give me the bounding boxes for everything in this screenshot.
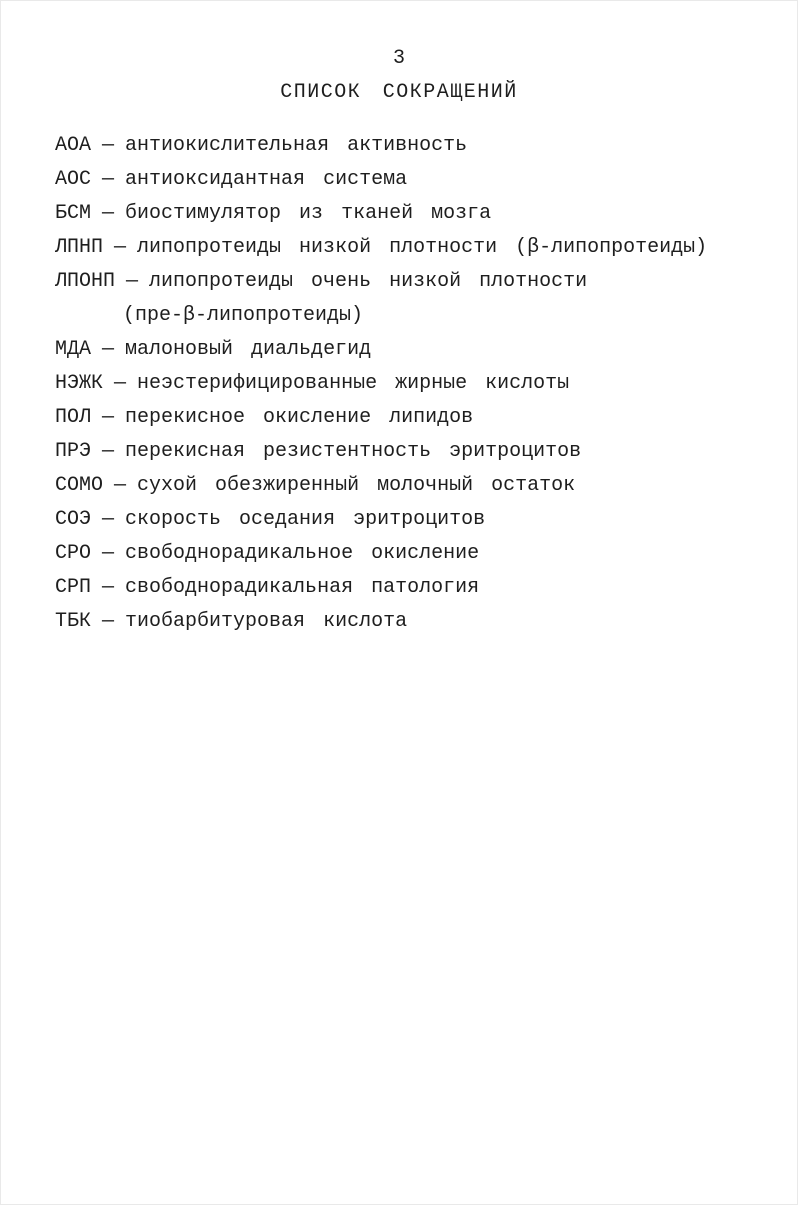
abbreviation-row — [55, 503, 798, 537]
abbreviation-row — [55, 333, 798, 367]
dash-separator: — — [102, 610, 115, 633]
abbreviation-term: ЛПОНП — [55, 270, 116, 293]
dash-separator: — — [102, 542, 115, 565]
abbreviation-definition: тиобарбитуровая кислота — [125, 610, 408, 633]
abbreviation-row — [55, 469, 798, 503]
abbreviation-row — [55, 435, 798, 469]
dash-separator: — — [114, 372, 127, 395]
dash-separator: — — [126, 270, 139, 293]
abbreviation-definition: липопротеиды очень низкой плотности — [149, 270, 588, 293]
abbreviation-definition: липопротеиды низкой плотности (β-липопротеиды) — [137, 236, 708, 259]
abbreviation-continuation-row — [55, 299, 798, 333]
abbreviation-row — [55, 197, 798, 231]
abbreviation-term: СОМО — [55, 474, 104, 497]
dash-separator: — — [102, 508, 115, 531]
abbreviation-definition-continuation: (пре-β-липопротеиды) — [123, 304, 364, 327]
page-title: СПИСОК СОКРАЩЕНИЙ — [280, 81, 518, 104]
abbreviation-definition: перекисная резистентность эритроцитов — [125, 440, 582, 463]
dash-separator: — — [102, 168, 115, 191]
abbreviation-row — [55, 163, 798, 197]
abbreviation-list — [55, 129, 798, 639]
dash-separator: — — [102, 440, 115, 463]
abbreviation-definition: антиокислительная активность — [125, 134, 468, 157]
abbreviation-row — [55, 605, 798, 639]
abbreviation-definition: скорость оседания эритроцитов — [125, 508, 486, 531]
dash-separator: — — [102, 134, 115, 157]
abbreviation-term: СРО — [55, 542, 92, 565]
abbreviation-row — [55, 265, 798, 299]
dash-separator: — — [114, 474, 127, 497]
abbreviation-term: ПОЛ — [55, 406, 92, 429]
abbreviation-definition: свободнорадикальная патология — [125, 576, 480, 599]
abbreviation-term: ТБК — [55, 610, 92, 633]
abbreviation-term: ПРЭ — [55, 440, 92, 463]
abbreviation-term: НЭЖК — [55, 372, 104, 395]
dash-separator: — — [102, 406, 115, 429]
page-number: 3 — [392, 47, 405, 70]
abbreviation-definition: неэстерифицированные жирные кислоты — [137, 372, 570, 395]
abbreviation-row — [55, 401, 798, 435]
abbreviation-row — [55, 571, 798, 605]
abbreviation-definition: антиоксидантная система — [125, 168, 408, 191]
abbreviation-term: СРП — [55, 576, 92, 599]
dash-separator: — — [102, 202, 115, 225]
abbreviation-term: МДА — [55, 338, 92, 361]
abbreviation-row — [55, 129, 798, 163]
abbreviation-term: АОА — [55, 134, 92, 157]
abbreviation-row — [55, 367, 798, 401]
abbreviation-definition: свободнорадикальное окисление — [125, 542, 480, 565]
abbreviation-term: СОЭ — [55, 508, 92, 531]
abbreviation-definition: перекисное окисление липидов — [125, 406, 474, 429]
abbreviation-definition: биостимулятор из тканей мозга — [125, 202, 492, 225]
abbreviation-term: АОС — [55, 168, 92, 191]
dash-separator: — — [102, 338, 115, 361]
dash-separator: — — [114, 236, 127, 259]
abbreviation-term: ЛПНП — [55, 236, 104, 259]
abbreviation-row — [55, 231, 798, 265]
abbreviation-term: БСМ — [55, 202, 92, 225]
abbreviation-definition: сухой обезжиренный молочный остаток — [137, 474, 576, 497]
abbreviation-row — [55, 537, 798, 571]
dash-separator: — — [102, 576, 115, 599]
abbreviation-definition: малоновый диальдегид — [125, 338, 372, 361]
